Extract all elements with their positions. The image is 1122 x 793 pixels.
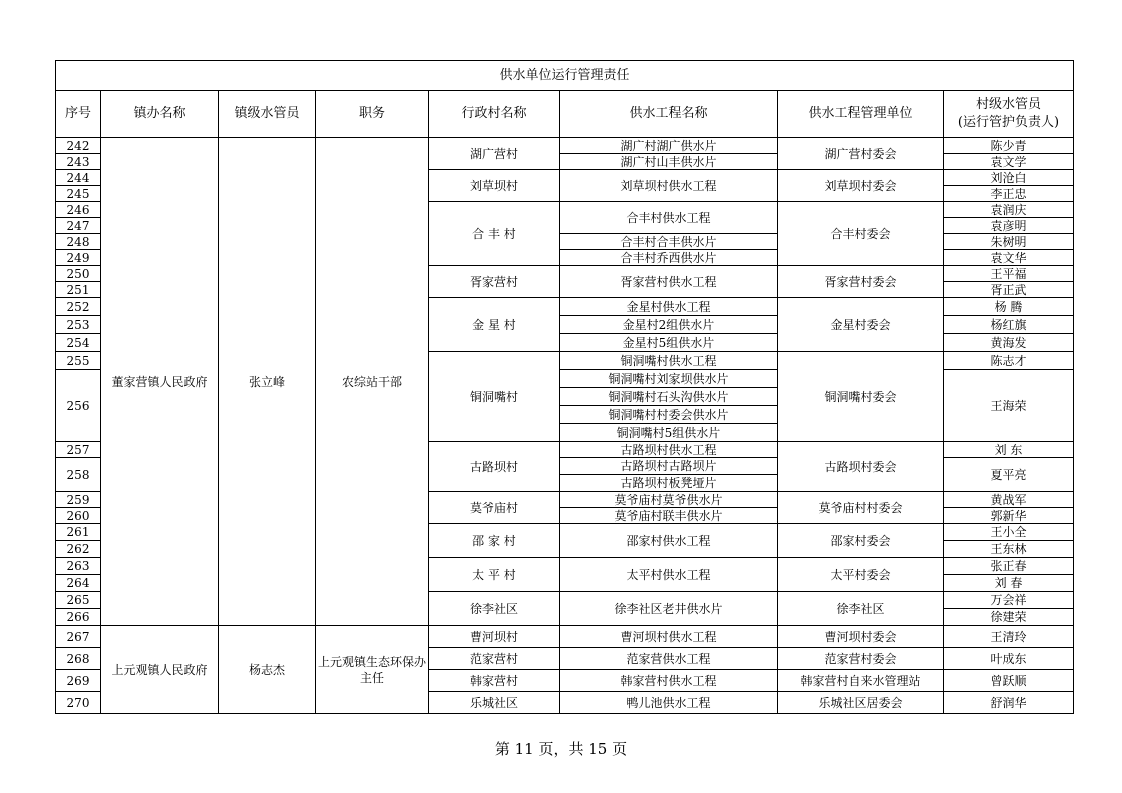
seq-cell: 246	[56, 202, 101, 218]
seq-cell: 262	[56, 541, 101, 558]
project-cell: 湖广村山丰供水片	[560, 154, 778, 170]
village-keeper-cell: 袁彦明	[944, 218, 1074, 234]
project-cell: 曹河坝村供水工程	[560, 626, 778, 648]
village-keeper-cell: 王平福	[944, 266, 1074, 282]
unit-cell: 韩家营村自来水管理站	[778, 670, 944, 692]
village-cell: 金 星 村	[429, 298, 560, 352]
unit-cell: 刘草坝村委会	[778, 170, 944, 202]
village-cell: 刘草坝村	[429, 170, 560, 202]
town-cell: 上元观镇人民政府	[101, 626, 219, 714]
village-keeper-cell: 王小全	[944, 524, 1074, 541]
village-keeper-cell: 徐建荣	[944, 609, 1074, 626]
project-cell: 古路坝村供水工程	[560, 442, 778, 458]
seq-cell: 255	[56, 352, 101, 370]
village-keeper-cell: 袁文华	[944, 250, 1074, 266]
project-cell: 金星村2组供水片	[560, 316, 778, 334]
project-cell: 莫爷庙村联丰供水片	[560, 508, 778, 524]
seq-cell: 258	[56, 458, 101, 492]
village-keeper-cell: 万会祥	[944, 592, 1074, 609]
village-cell: 合 丰 村	[429, 202, 560, 266]
header-village-keeper: 村级水管员 (运行管护负责人)	[944, 91, 1074, 138]
village-cell: 胥家营村	[429, 266, 560, 298]
project-cell: 太平村供水工程	[560, 558, 778, 592]
unit-cell: 曹河坝村委会	[778, 626, 944, 648]
village-keeper-cell: 郭新华	[944, 508, 1074, 524]
position-cell: 农综站干部	[316, 138, 429, 626]
village-cell: 铜洞嘴村	[429, 352, 560, 442]
village-cell: 韩家营村	[429, 670, 560, 692]
seq-cell: 264	[56, 575, 101, 592]
project-cell: 古路坝村板凳垭片	[560, 475, 778, 492]
seq-cell: 260	[56, 508, 101, 524]
project-cell: 邵家村供水工程	[560, 524, 778, 558]
table-title: 供水单位运行管理责任	[56, 61, 1074, 91]
project-cell: 铜洞嘴村5组供水片	[560, 424, 778, 442]
unit-cell: 合丰村委会	[778, 202, 944, 266]
village-keeper-cell: 刘沧白	[944, 170, 1074, 186]
header-town-manager: 镇级水管员	[219, 91, 316, 138]
village-keeper-cell: 黄海发	[944, 334, 1074, 352]
project-cell: 铜洞嘴村石头沟供水片	[560, 388, 778, 406]
village-keeper-cell: 胥正武	[944, 282, 1074, 298]
position-cell: 上元观镇生态环保办主任	[316, 626, 429, 714]
project-cell: 韩家营村供水工程	[560, 670, 778, 692]
unit-cell: 古路坝村委会	[778, 442, 944, 492]
village-keeper-cell: 陈少青	[944, 138, 1074, 154]
seq-cell: 254	[56, 334, 101, 352]
unit-cell: 徐李社区	[778, 592, 944, 626]
seq-cell: 253	[56, 316, 101, 334]
project-cell: 范家营供水工程	[560, 648, 778, 670]
village-cell: 乐城社区	[429, 692, 560, 714]
project-cell: 金星村5组供水片	[560, 334, 778, 352]
village-keeper-cell: 叶成东	[944, 648, 1074, 670]
seq-cell: 265	[56, 592, 101, 609]
seq-cell: 269	[56, 670, 101, 692]
village-keeper-cell: 王清玲	[944, 626, 1074, 648]
project-cell: 徐李社区老井供水片	[560, 592, 778, 626]
village-cell: 曹河坝村	[429, 626, 560, 648]
seq-cell: 245	[56, 186, 101, 202]
village-keeper-cell: 刘 东	[944, 442, 1074, 458]
seq-cell: 252	[56, 298, 101, 316]
village-keeper-cell: 朱树明	[944, 234, 1074, 250]
header-row	[56, 91, 1074, 138]
village-keeper-cell: 杨 腾	[944, 298, 1074, 316]
seq-cell: 268	[56, 648, 101, 670]
seq-cell: 263	[56, 558, 101, 575]
project-cell: 合丰村合丰供水片	[560, 234, 778, 250]
project-cell: 莫爷庙村莫爷供水片	[560, 492, 778, 508]
unit-cell: 湖广营村委会	[778, 138, 944, 170]
project-cell: 铜洞嘴村刘家坝供水片	[560, 370, 778, 388]
header-seq: 序号	[56, 91, 101, 138]
village-cell: 范家营村	[429, 648, 560, 670]
village-cell: 邵 家 村	[429, 524, 560, 558]
village-keeper-cell: 张正春	[944, 558, 1074, 575]
village-keeper-cell: 王海荣	[944, 370, 1074, 442]
unit-cell: 太平村委会	[778, 558, 944, 592]
unit-cell: 金星村委会	[778, 298, 944, 352]
water-supply-table	[55, 60, 1074, 714]
project-cell: 古路坝村古路坝片	[560, 458, 778, 475]
unit-cell: 胥家营村委会	[778, 266, 944, 298]
project-cell: 铜洞嘴村村委会供水片	[560, 406, 778, 424]
village-keeper-cell: 袁文学	[944, 154, 1074, 170]
seq-cell: 251	[56, 282, 101, 298]
village-cell: 莫爷庙村	[429, 492, 560, 524]
project-cell: 胥家营村供水工程	[560, 266, 778, 298]
project-cell: 铜洞嘴村供水工程	[560, 352, 778, 370]
page-footer: 第 11 页，共 15 页	[494, 740, 628, 758]
town-manager-cell: 张立峰	[219, 138, 316, 626]
project-cell: 湖广村湖广供水片	[560, 138, 778, 154]
village-cell: 太 平 村	[429, 558, 560, 592]
unit-cell: 铜洞嘴村委会	[778, 352, 944, 442]
seq-cell: 257	[56, 442, 101, 458]
village-keeper-cell: 刘 春	[944, 575, 1074, 592]
town-manager-cell: 杨志杰	[219, 626, 316, 714]
village-keeper-cell: 曾跃顺	[944, 670, 1074, 692]
project-cell: 金星村供水工程	[560, 298, 778, 316]
unit-cell: 莫爷庙村村委会	[778, 492, 944, 524]
seq-cell: 249	[56, 250, 101, 266]
seq-cell: 244	[56, 170, 101, 186]
seq-cell: 247	[56, 218, 101, 234]
village-keeper-cell: 杨红旗	[944, 316, 1074, 334]
project-cell: 鸭儿池供水工程	[560, 692, 778, 714]
village-keeper-cell: 李正忠	[944, 186, 1074, 202]
project-cell: 合丰村乔西供水片	[560, 250, 778, 266]
table-row	[56, 626, 1074, 648]
village-keeper-cell: 夏平亮	[944, 458, 1074, 492]
seq-cell: 248	[56, 234, 101, 250]
unit-cell: 邵家村委会	[778, 524, 944, 558]
village-keeper-cell: 袁润庆	[944, 202, 1074, 218]
table-row	[56, 138, 1074, 154]
seq-cell: 267	[56, 626, 101, 648]
village-cell: 徐李社区	[429, 592, 560, 626]
header-town: 镇办名称	[101, 91, 219, 138]
village-cell: 湖广营村	[429, 138, 560, 170]
village-keeper-cell: 王东林	[944, 541, 1074, 558]
village-keeper-cell: 黄战军	[944, 492, 1074, 508]
village-cell: 古路坝村	[429, 442, 560, 492]
seq-cell: 256	[56, 370, 101, 442]
seq-cell: 243	[56, 154, 101, 170]
project-cell: 合丰村供水工程	[560, 202, 778, 234]
seq-cell: 259	[56, 492, 101, 508]
seq-cell: 250	[56, 266, 101, 282]
village-keeper-cell: 舒润华	[944, 692, 1074, 714]
village-keeper-cell: 陈志才	[944, 352, 1074, 370]
seq-cell: 242	[56, 138, 101, 154]
town-cell: 董家营镇人民政府	[101, 138, 219, 626]
seq-cell: 270	[56, 692, 101, 714]
unit-cell: 乐城社区居委会	[778, 692, 944, 714]
seq-cell: 266	[56, 609, 101, 626]
unit-cell: 范家营村委会	[778, 648, 944, 670]
header-position: 职务	[316, 91, 429, 138]
header-village: 行政村名称	[429, 91, 560, 138]
table-body	[56, 138, 1074, 714]
seq-cell: 261	[56, 524, 101, 541]
header-unit: 供水工程管理单位	[778, 91, 944, 138]
project-cell: 刘草坝村供水工程	[560, 170, 778, 202]
header-project: 供水工程名称	[560, 91, 778, 138]
